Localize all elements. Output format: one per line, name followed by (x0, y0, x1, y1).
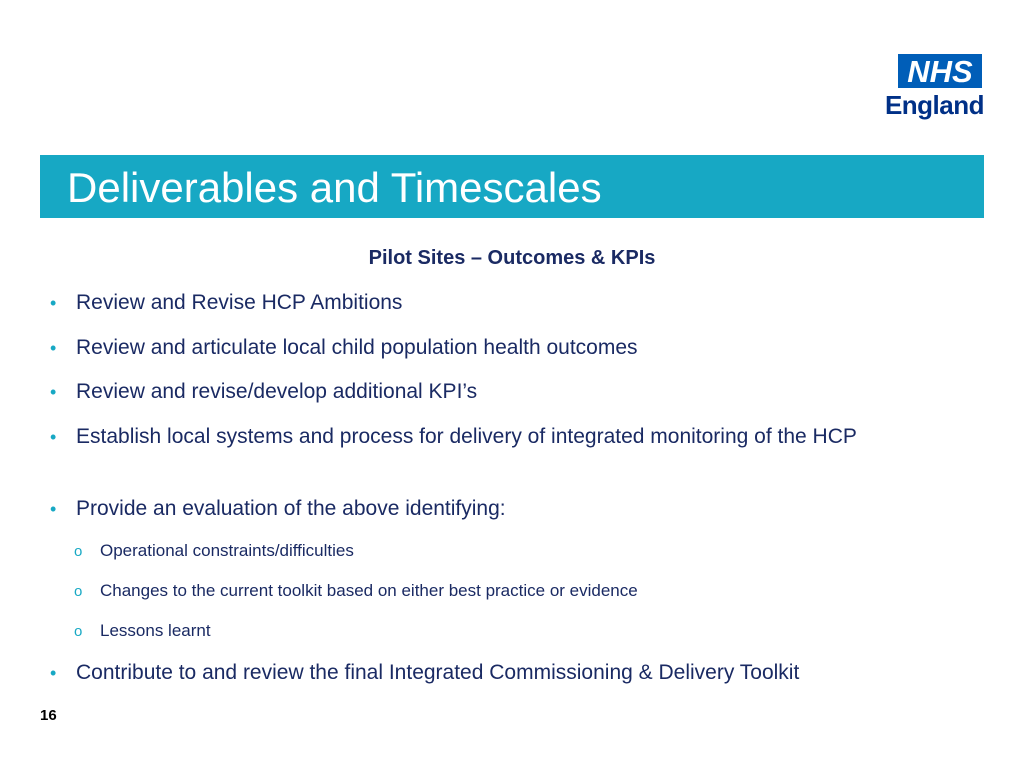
page-title: Deliverables and Timescales (67, 164, 602, 211)
bullet-text: Contribute to and review the final Integrated Commissioning & Delivery Toolkit (76, 661, 800, 684)
sub-bullet-marker: o (74, 543, 83, 560)
sub-bullet-marker: o (74, 623, 83, 640)
bullet-text: Provide an evaluation of the above identifying: (76, 497, 506, 520)
bullet-marker: • (50, 382, 57, 402)
section-subtitle: Pilot Sites – Outcomes & KPIs (368, 247, 656, 269)
bullet-marker: • (50, 499, 57, 519)
sub-bullet-marker: o (74, 583, 83, 600)
bullet-marker: • (50, 427, 57, 447)
sub-bullet-text: Lessons learnt (100, 621, 211, 640)
bullet-marker: • (50, 338, 57, 358)
nhs-logo-text: NHS (907, 53, 973, 89)
bullet-marker: • (50, 663, 57, 683)
page-number: 16 (40, 707, 57, 724)
bullet-text: Review and revise/develop additional KPI’s (76, 380, 478, 403)
bullet-text: Review and articulate local child population health outcomes (76, 336, 638, 359)
sub-bullet-text: Operational constraints/difficulties (100, 541, 354, 560)
sub-bullet-text: Changes to the current toolkit based on either best practice or evidence (100, 581, 638, 600)
bullet-text: Review and Revise HCP Ambitions (76, 291, 403, 314)
england-logo-text: England (884, 90, 984, 120)
bullet-text: Establish local systems and process for delivery of integrated monitoring of the HCP (76, 425, 857, 448)
bullet-marker: • (50, 293, 57, 313)
